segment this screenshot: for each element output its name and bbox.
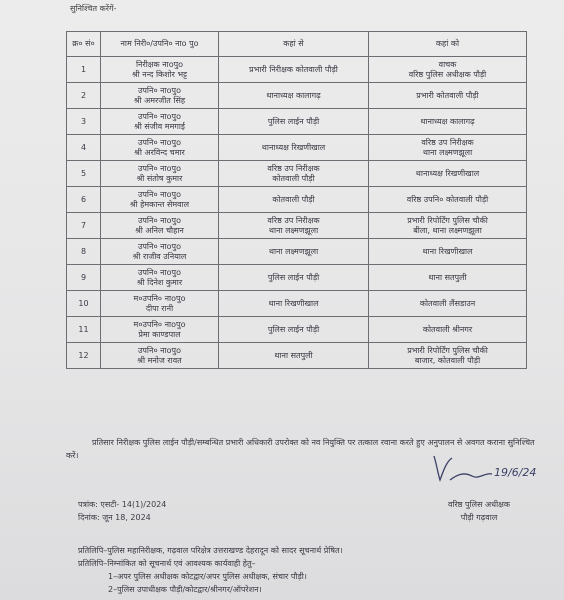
from-cell — [219, 317, 369, 343]
serial-cell: 12 — [67, 343, 101, 369]
to-cell-line: वाचक — [438, 59, 457, 69]
from-cell-line: थाना लक्ष्मणझूला — [268, 246, 319, 256]
to-cell-line: थानाध्यक्ष रिखणीखाल — [415, 168, 480, 178]
name-cell-line: श्री अनिल चौहान — [135, 225, 184, 235]
header-name: नाम निरी०/उपनि० नाo पुo — [101, 32, 219, 57]
from-cell-line: प्रभारी निरीक्षक कोतवाली पौड़ी — [249, 64, 338, 74]
name-cell-line: उपनि० नाoपुo — [138, 137, 181, 147]
header-from: कहां से — [219, 32, 369, 57]
name-cell — [101, 187, 219, 213]
name-cell-line: उपनि० नाoपुo — [138, 111, 181, 121]
to-cell — [369, 187, 527, 213]
name-cell — [101, 109, 219, 135]
name-cell-line: उपनि० नाoपुo — [138, 189, 181, 199]
officer-location: पौड़ी गढ़वाल — [460, 513, 498, 522]
from-cell-line: थाना सतपुली — [274, 350, 313, 360]
name-cell — [101, 317, 219, 343]
name-cell — [101, 57, 219, 83]
name-cell-line: दीपा रानी — [145, 303, 174, 313]
serial-cell: 7 — [67, 213, 101, 239]
to-cell — [369, 57, 527, 83]
serial-cell: 4 — [67, 135, 101, 161]
from-cell — [219, 187, 369, 213]
header-to: कहां को — [369, 32, 527, 57]
name-cell-line: श्री अरविन्द चमार — [134, 147, 185, 157]
copy-line-2: प्रतिलिपि–निम्नांकित को सूचनार्थ एवं आवश्यक कार्यवाही हेतु– — [78, 559, 256, 568]
from-cell-line: पुलिस लाईन पौड़ी — [267, 272, 320, 282]
to-cell-line: वरिष्ठ पुलिस अधीक्षक पौड़ी — [408, 69, 487, 79]
name-cell — [101, 213, 219, 239]
serial-cell: 10 — [67, 291, 101, 317]
to-cell — [369, 317, 527, 343]
to-cell-line: कोतवाली लैंसडाउन — [419, 298, 476, 308]
table-row — [67, 291, 527, 317]
serial-cell: 6 — [67, 187, 101, 213]
from-cell-line: वरिष्ठ उप निरीक्षक — [267, 163, 320, 173]
name-cell — [101, 83, 219, 109]
to-cell — [369, 265, 527, 291]
to-cell — [369, 83, 527, 109]
table-row — [67, 109, 527, 135]
to-cell-line: वरिष्ठ उपनि० कोतवाली पौड़ी — [406, 194, 489, 204]
to-cell — [369, 135, 527, 161]
to-cell-line: प्रभारी रिपोर्टिंग पुलिस चौकी — [407, 345, 488, 355]
instruction-paragraph: प्रतिसार निरीक्षक पुलिस लाईन पौड़ी/सम्बन्धित प्रभारी अधिकारी उपरोक्त को नव नियुक्ति पर तत्काल रवाना करते हुए अनुपालन से अवगत कराना सुनिश्चित करें। — [66, 438, 535, 460]
name-cell-line: श्री दिनेश कुमार — [136, 277, 183, 287]
name-cell-line: उपनि० नाoपुo — [138, 215, 181, 225]
name-cell-line: उपनि० नाoपुo — [138, 241, 181, 251]
signature — [428, 450, 538, 484]
name-cell-line: उपनि० नाoपुo — [138, 163, 181, 173]
serial-cell: 11 — [67, 317, 101, 343]
name-cell — [101, 135, 219, 161]
to-cell — [369, 291, 527, 317]
top-note: सुनिश्चित करेंगें- — [70, 4, 117, 13]
copy-item-2: 2–पुलिस उपाधीक्षक पौड़ी/कोटद्वार/श्रीनगर/ऑपरेशन। — [108, 585, 262, 594]
to-cell-line: बाजार, कोतवाली पौड़ी — [414, 355, 481, 365]
name-cell-line: उपनि० नाoपुo — [138, 85, 181, 95]
name-cell — [101, 239, 219, 265]
table-row — [67, 265, 527, 291]
name-cell-line: श्री संतोष कुमार — [136, 173, 183, 183]
name-cell — [101, 265, 219, 291]
from-cell-line: कोतवाली पौड़ी — [272, 194, 315, 204]
copy-line-1: प्रतिलिपि–पुलिस महानिरीक्षक, गढ़वाल परिक्षेत्र उत्तराखण्ड देहरादून को सादर सूचनार्थ प्रेषित। — [78, 546, 343, 555]
to-cell-line: थाना सतपुली — [428, 272, 467, 282]
from-cell-line: पुलिस लाईन पौड़ी — [267, 324, 320, 334]
letter-date: दिनांक: जून 18, 2024 — [78, 513, 151, 522]
from-cell — [219, 291, 369, 317]
name-cell-line: श्री राजीव उनियाल — [132, 251, 187, 261]
from-cell-line: थानाध्यक्ष रिखणीखाल — [261, 142, 326, 152]
serial-cell: 8 — [67, 239, 101, 265]
officer-designation: वरिष्ठ पुलिस अधीक्षक — [448, 500, 511, 509]
to-cell-line: वरिष्ठ उप निरीक्षक — [421, 137, 474, 147]
from-cell — [219, 161, 369, 187]
table-row — [67, 343, 527, 369]
name-cell-line: श्री संजीव ममगाई — [134, 121, 185, 131]
to-cell — [369, 161, 527, 187]
serial-cell: 5 — [67, 161, 101, 187]
to-cell — [369, 239, 527, 265]
from-cell — [219, 265, 369, 291]
from-cell — [219, 83, 369, 109]
table-header-row — [67, 32, 527, 57]
name-cell — [101, 161, 219, 187]
from-cell — [219, 239, 369, 265]
copy-to-block — [78, 544, 548, 596]
name-cell-line: श्री मनोज रावत — [137, 355, 182, 365]
name-cell-line: म०उपनि० नाoपुo — [133, 293, 186, 303]
name-cell-line: उपनि० नाoपुo — [138, 267, 181, 277]
to-cell-line: थाना रिखणीखाल — [422, 246, 473, 256]
from-cell — [219, 343, 369, 369]
to-cell — [369, 109, 527, 135]
table-row — [67, 57, 527, 83]
to-cell-line: प्रभारी रिपोर्टिंग पुलिस चौकी — [407, 215, 488, 225]
name-cell — [101, 291, 219, 317]
table-row — [67, 213, 527, 239]
from-cell — [219, 213, 369, 239]
serial-cell: 3 — [67, 109, 101, 135]
to-cell — [369, 343, 527, 369]
from-cell-line: थाना रिखणीखाल — [268, 298, 319, 308]
from-cell-line: कोतवाली पौड़ी — [272, 173, 315, 183]
to-cell-line: प्रभारी कोतवाली पौड़ी — [416, 90, 479, 100]
reference-block — [78, 498, 166, 524]
serial-cell: 1 — [67, 57, 101, 83]
from-cell-line: थानाध्यक्ष कालागढ़ — [266, 90, 321, 100]
header-serial: क्र० सं० — [67, 32, 101, 57]
to-cell-line: थाना लक्ष्मणझूला — [422, 147, 473, 157]
name-cell — [101, 343, 219, 369]
table-row — [67, 161, 527, 187]
table-row — [67, 135, 527, 161]
to-cell-line: कोतवाली श्रीनगर — [422, 324, 473, 334]
from-cell — [219, 135, 369, 161]
from-cell-line: पुलिस लाईन पौड़ी — [267, 116, 320, 126]
name-cell-line: उपनि० नाoपुo — [138, 345, 181, 355]
copy-item-1: 1–अपर पुलिस अधीक्षक कोटद्वार/अपर पुलिस अधीक्षक, संचार पौड़ी। — [108, 572, 307, 581]
name-cell-line: निरीक्षक नाoपुo — [135, 59, 184, 69]
table-row — [67, 187, 527, 213]
from-cell — [219, 57, 369, 83]
from-cell-line: थाना लक्ष्मणझूला — [268, 225, 319, 235]
name-cell-line: श्री हेमकान्त सेमवाल — [129, 199, 190, 209]
table-row — [67, 83, 527, 109]
table-row — [67, 317, 527, 343]
from-cell — [219, 109, 369, 135]
signature-date: 19/6/24 — [494, 466, 537, 479]
from-cell-line: वरिष्ठ उप निरीक्षक — [267, 215, 320, 225]
letter-number: पत्रांक: एसटी- 14(1)/2024 — [78, 500, 167, 509]
officer-block — [448, 498, 510, 524]
table-row — [67, 239, 527, 265]
to-cell — [369, 213, 527, 239]
to-cell-line: बीला, थाना लक्ष्मणझूला — [413, 225, 482, 235]
serial-cell: 2 — [67, 83, 101, 109]
name-cell-line: श्री नन्द किशोर भट्ट — [131, 69, 188, 79]
name-cell-line: प्रेमा काण्डपाल — [138, 329, 181, 339]
transfer-table — [66, 31, 527, 369]
to-cell-line: थानाध्यक्ष कालागढ़ — [420, 116, 475, 126]
serial-cell: 9 — [67, 265, 101, 291]
name-cell-line: श्री अमरजीत सिंह — [133, 95, 186, 105]
name-cell-line: म०उपनि० नाoपुo — [133, 319, 186, 329]
